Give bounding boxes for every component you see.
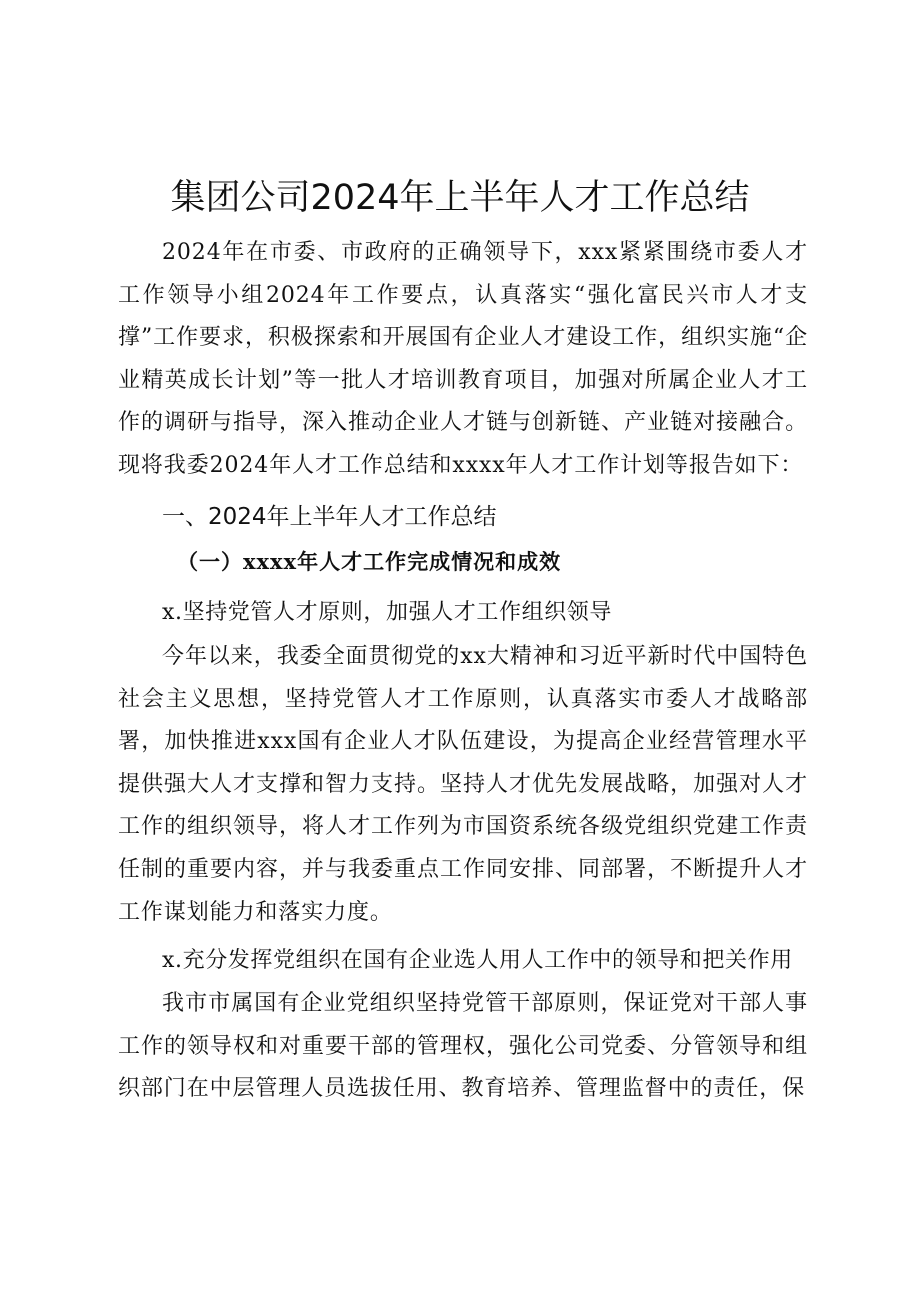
intro-paragraph: 2024年在市委、市政府的正确领导下，xxx紧紧围绕市委人才工作领导小组2024年工作要点，认真落实“强化富民兴市人才支撑”工作要求，积极探索和开展国有企业人才建设工作，组织实施“企业精英成长计划”等一批人才培训教育项目，加强对所属企业人才工作的调研与指导，深入推动企业人才链与创新链、产业链对接融合。现将我委2024年人才工作总结和xxxx年人才工作计划等报告如下： <box>118 240 808 478</box>
item-heading-1: x.坚持党管人才原则，加强人才工作组织领导 <box>162 600 613 625</box>
section-heading: 一、2024年上半年人才工作总结 <box>162 504 497 530</box>
item-paragraph-1: 今年以来，我委全面贯彻党的xx大精神和习近平新时代中国特色社会主义思想，坚持党管人才工作原则，认真落实市委人才战略部署，加快推进xxx国有企业人才队伍建设，为提高企业经营管理水平提供强大人才支撑和智力支持。坚持人才优先发展战略，加强对人才工作的组织领导，将人才工作列为市国资系统各级党组织党建工作责任制的重要内容，并与我委重点工作同安排、同部署，不断提升人才工作谋划能力和落实力度。 <box>118 644 808 925</box>
document-title: 集团公司2024年上半年人才工作总结 <box>170 178 750 218</box>
item-paragraph-2: 我市市属国有企业党组织坚持党管干部原则，保证党对干部人事工作的领导权和对重要干部的管理权，强化公司党委、分管领导和组织部门在中层管理人员选拔任用、教育培养、管理监督中的责任，保 <box>118 991 808 1102</box>
item-heading-2: x.充分发挥党组织在国有企业选人用人工作中的领导和把关作用 <box>162 948 793 973</box>
subsection-heading: （一）xxxx年人才工作完成情况和成效 <box>177 549 562 574</box>
